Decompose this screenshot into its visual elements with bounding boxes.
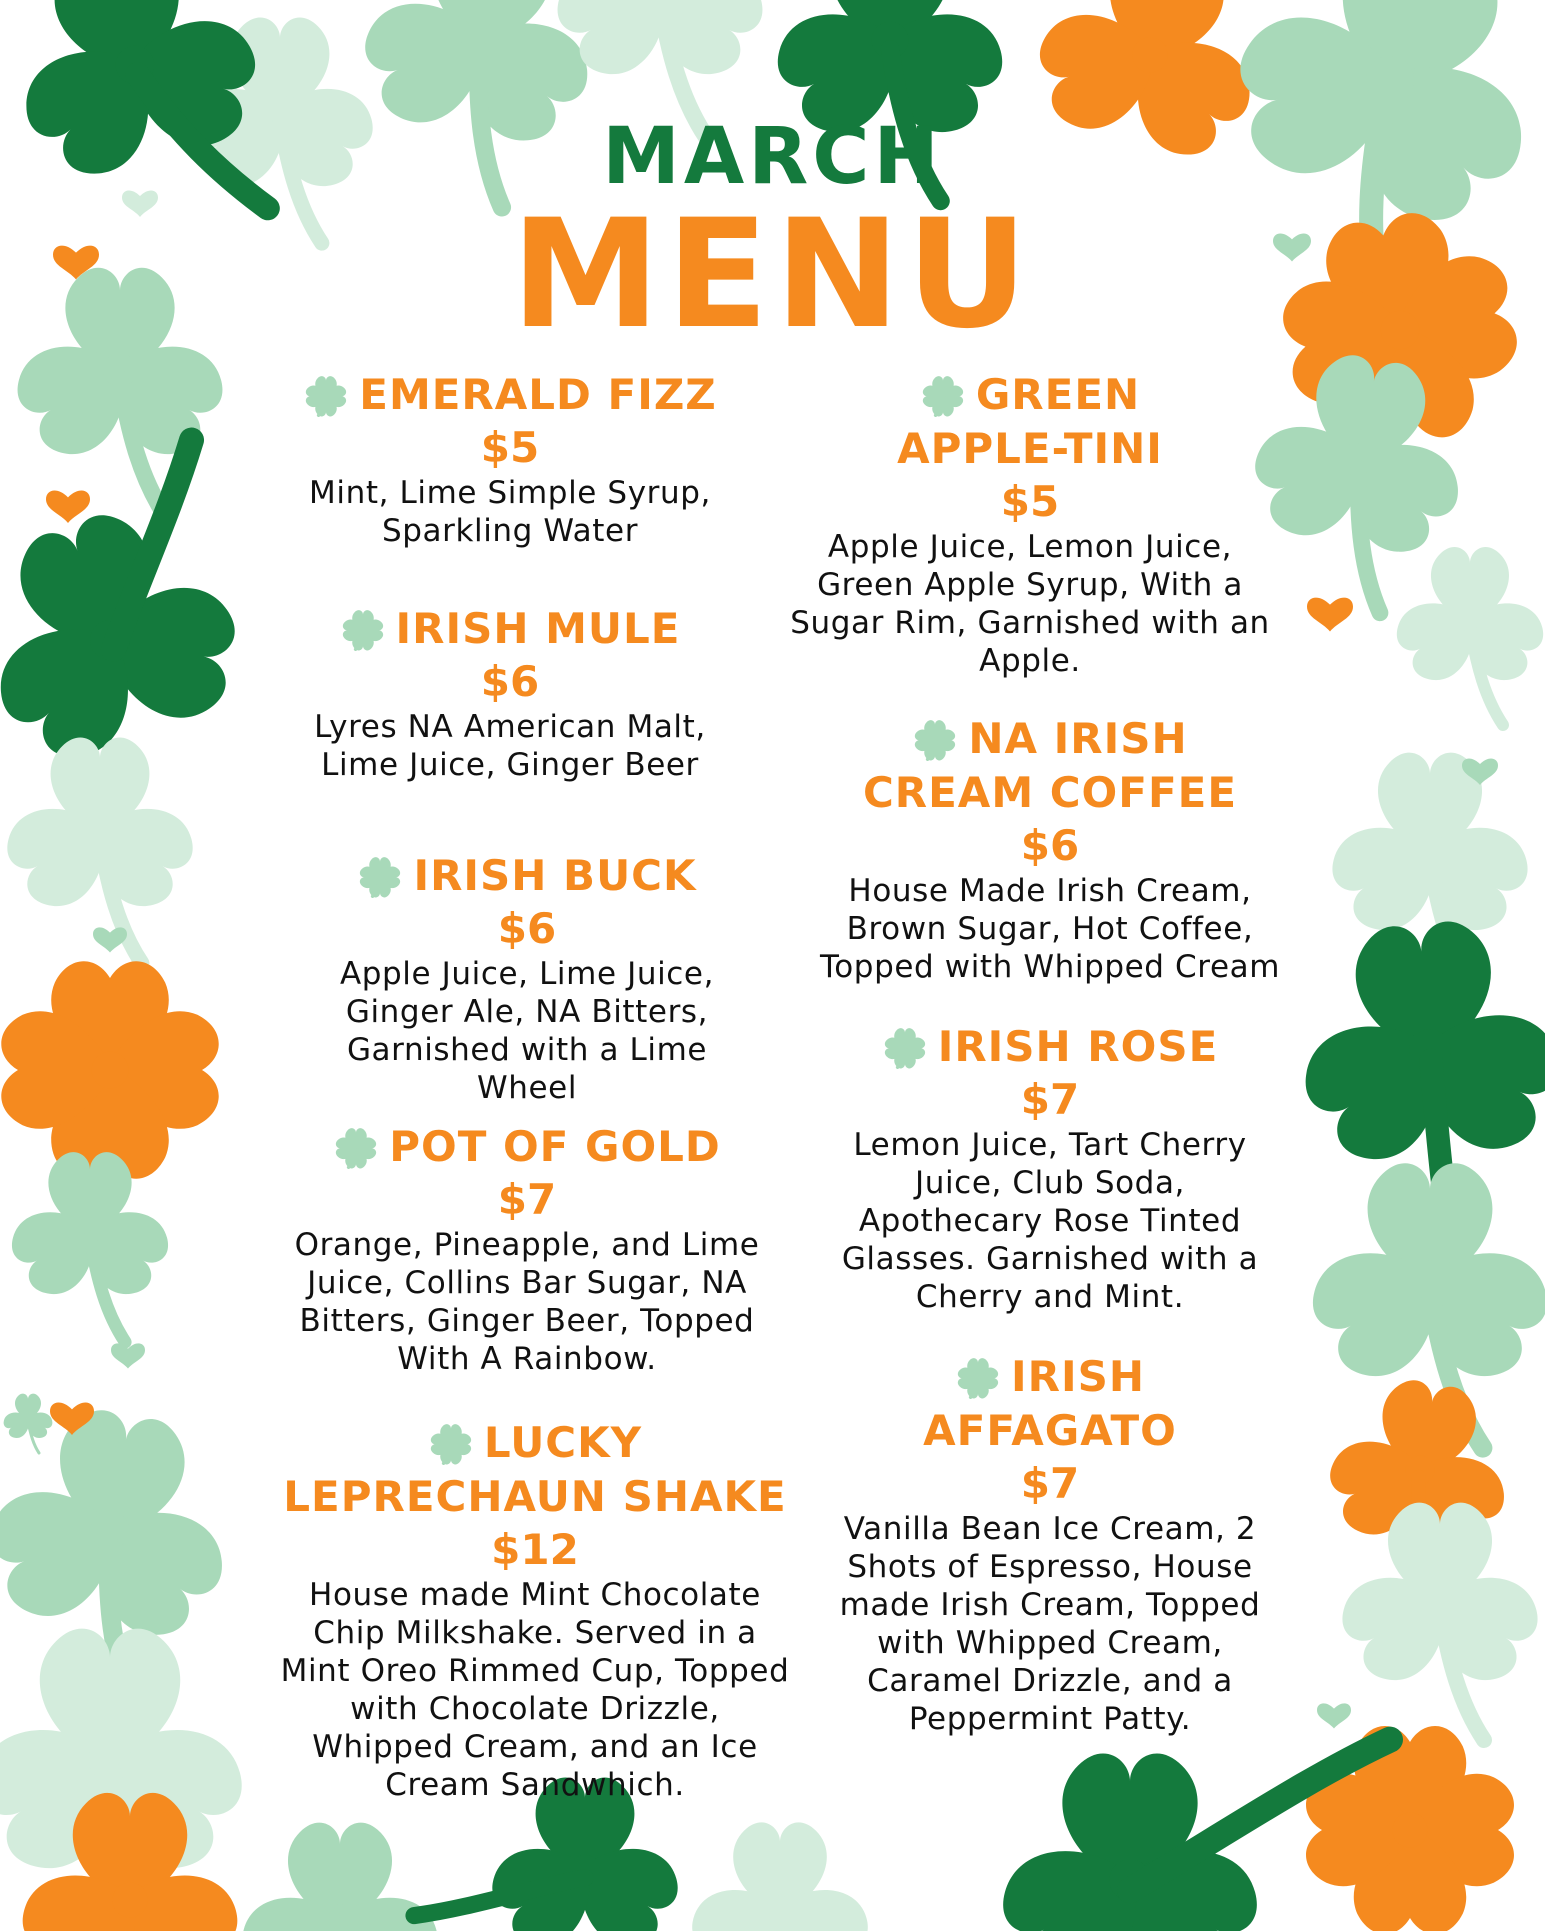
item-name-line: LUCKY [270,1416,800,1470]
shamrock-icon [0,1394,55,1453]
shamrock-icon [340,605,386,651]
item-name-line: IRISH ROSE [790,1020,1310,1074]
heart-icon [93,927,127,952]
item-name [790,1020,1310,1074]
shamrock-icon [1330,1503,1545,1740]
item-price: $6 [497,904,557,953]
item-name-line: IRISH BUCK [270,849,784,903]
item-description: Orange, Pineapple, and Lime Juice, Collins Bar Sugar, NA Bitters, Ginger Beer, Topped With A Rainbow. [294,1227,760,1377]
shamrock-icon [912,715,958,761]
shamrock-icon [920,371,966,417]
item-name-line: IRISH [800,1350,1300,1404]
item-description: House Made Irish Cream, Brown Sugar, Hot Coffee, Topped with Whipped Cream [819,873,1281,985]
shamrock-icon [428,1419,474,1465]
menu-item-lucky-leprechaun-shake [270,1416,800,1804]
shamrock-icon [0,440,286,797]
shamrock-icon [357,852,403,898]
shamrock-icon [1,961,218,1178]
item-name [790,712,1310,820]
heart-icon [1307,598,1353,632]
item-name [770,368,1290,476]
item-description: Lyres NA American Malt, Lime Juice, Ginger Beer [314,709,706,783]
heart-icon [46,491,90,523]
item-name-line: POT OF GOLD [270,1120,784,1174]
shamrock-icon [2,1152,178,1342]
item-name [270,1120,784,1174]
item-name-line: LEPRECHAUN SHAKE [283,1472,787,1521]
menu-item-pot-of-gold [270,1120,784,1378]
item-name [270,1416,800,1524]
shamrock-icon [955,1353,1001,1399]
item-description: House made Mint Chocolate Chip Milkshake. Served in a Mint Oreo Rimmed Cup, Topped with Chocolate Drizzle, Whipped Cream, and an Ice Cream Sandwhich. [280,1577,790,1803]
shamrock-icon [333,1123,379,1169]
item-name-line: NA IRISH [790,712,1310,766]
shamrock-icon [1387,547,1545,725]
item-price: $5 [1000,477,1060,526]
header-month: MARCH [602,112,943,202]
heart-icon [1317,1703,1351,1728]
item-name [800,1350,1300,1458]
item-description: Vanilla Bean Ice Cream, 2 Shots of Espresso, House made Irish Cream, Topped with Whipped Cream, Caramel Drizzle, and a Peppermint Patty. [839,1511,1261,1737]
menu-item-na-irish-cream-coffee [790,712,1310,986]
item-name-line: AFFAGATO [923,1406,1177,1455]
item-price: $6 [480,657,540,706]
item-name [260,602,760,656]
menu-item-irish-mule [260,602,760,784]
menu-item-green-apple-tini [770,368,1290,680]
item-name [270,849,784,903]
item-price: $7 [497,1175,557,1224]
header-title: MENU [510,188,1035,362]
item-name-line: IRISH MULE [260,602,760,656]
item-price: $7 [1020,1459,1080,1508]
shamrock-icon [882,1023,928,1069]
item-description: Apple Juice, Lemon Juice, Green Apple Syrup, With a Sugar Rim, Garnished with an Apple. [790,529,1270,679]
menu-item-irish-buck [270,849,784,1107]
item-price: $12 [491,1525,579,1574]
item-name-line: APPLE-TINI [897,424,1163,473]
menu-item-irish-affagato [800,1350,1300,1738]
item-description: Lemon Juice, Tart Cherry Juice, Club Soda, Apothecary Rose Tinted Glasses. Garnished with a Cherry and Mint. [841,1127,1259,1315]
item-name [260,368,760,422]
item-description: Mint, Lime Simple Syrup, Sparkling Water [309,475,711,549]
item-description: Apple Juice, Lime Juice, Ginger Ale, NA Bitters, Garnished with a Lime Wheel [339,956,715,1106]
item-name-line: CREAM COFFEE [862,768,1238,817]
item-price: $7 [1020,1075,1080,1124]
item-price: $6 [1020,821,1080,870]
item-name-line: EMERALD FIZZ [260,368,760,422]
shamrock-icon [303,371,349,417]
menu-item-emerald-fizz [260,368,760,550]
menu-item-irish-rose [790,1020,1310,1316]
item-name-line: GREEN [770,368,1290,422]
item-price: $5 [480,423,540,472]
shamrock-icon [681,1822,880,1931]
